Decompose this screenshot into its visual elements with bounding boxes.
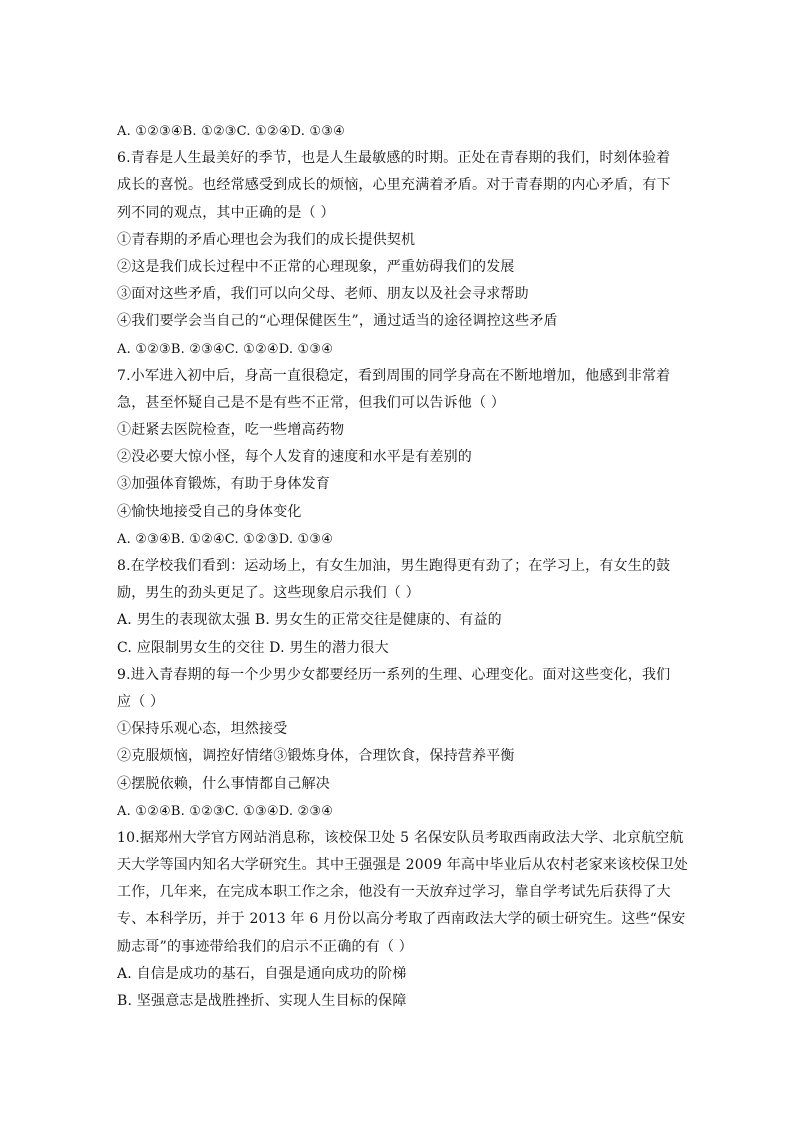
statement-item: ④愉快地接受自己的身体变化	[117, 503, 302, 520]
question-stem: 励志哥”的事迹带给我们的启示不正确的有（ ）	[117, 938, 414, 955]
statement-item: ①保持乐观心态，坦然接受	[117, 721, 288, 738]
answer-options: A. ①②④B. ①②③C. ①③④D. ②③④	[117, 803, 334, 819]
question-stem: 天大学等国内知名大学研究生。其中王强强是 2009 年高中毕业后从农村老家来该校保卫处	[117, 857, 689, 874]
statement-item: ①赶紧去医院检查，吃一些增高药物	[117, 422, 345, 439]
question-stem: 急，甚至怀疑自己是不是有些不正常，但我们可以告诉他（ ）	[117, 394, 506, 411]
answer-option: A. 自信是成功的基石，自强是通向成功的阶梯	[117, 965, 407, 982]
statement-item: ①青春期的矛盾心理也会为我们的成长提供契机	[117, 231, 416, 248]
question-stem: 8.在学校我们看到：运动场上，有女生加油，男生跑得更有劲了；在学习上，有女生的鼓	[117, 558, 671, 574]
question-10	[117, 825, 689, 1015]
statement-item: ②这是我们成长过程中不正常的心理现象，严重妨碍我们的发展	[117, 258, 515, 275]
question-stem: 成长的喜悦。也经常感受到成长的烦恼，心里充满着矛盾。对于青春期的内心矛盾，有下	[117, 177, 671, 194]
question-stem: 应（ ）	[117, 693, 165, 710]
question-stem: 专、本科学历，并于 2013 年 6 月份以高分考取了西南政法大学的硕士研究生。这些“保安	[117, 911, 686, 928]
question-stem: 工作，几年来，在完成本职工作之余，他没有一天放弃过学习，靠自学考试先后获得了大	[117, 884, 671, 901]
answer-option: C. 应限制男女生的交往 D. 男生的潜力很大	[117, 639, 389, 656]
exam-page	[117, 118, 689, 1015]
question-stem: 6.青春是人生最美好的季节，也是人生最敏感的时期。正处在青春期的我们，时刻体验着	[117, 150, 671, 167]
statement-item: ③加强体育锻炼，有助于身体发育	[117, 476, 330, 493]
question-stem: 励，男生的劲头更足了。这些现象启示我们（ ）	[117, 585, 420, 602]
question-stem: 9.进入青春期的每一个少男少女都要经历一系列的生理、心理变化。面对这些变化，我们	[117, 666, 671, 683]
statement-item: ④摆脱依赖，什么事情都自己解决	[117, 775, 330, 792]
question-stem: 列不同的观点，其中正确的是（ ）	[117, 204, 335, 221]
answer-option: A. 男生的表现欲太强 B. 男女生的正常交往是健康的、有益的	[117, 612, 502, 629]
statement-item: ③面对这些矛盾，我们可以向父母、老师、朋友以及社会寻求帮助	[117, 286, 529, 303]
statement-item: ②没必要大惊小怪，每个人发育的速度和水平是有差别的	[117, 449, 472, 466]
answer-options: A. ①②③B. ②③④C. ①②④D. ①③④	[117, 341, 334, 357]
statement-item: ②克服烦恼，调控好情绪③锻炼身体，合理饮食，保持营养平衡	[117, 748, 515, 765]
statement-item: ④我们要学会当自己的“心理保健医生”，通过适当的途径调控这些矛盾	[117, 313, 558, 330]
question-stem: 7.小军进入初中后，身高一直很稳定，看到周围的同学身高在不断地增加，他感到非常着	[117, 367, 671, 384]
question-8	[117, 553, 682, 662]
question-9	[117, 662, 682, 825]
prev-answer-options: A. ①②③④B. ①②③C. ①②④D. ①③④	[117, 124, 345, 139]
answer-options: A. ②③④B. ①②④C. ①②③D. ①③④	[117, 531, 334, 547]
answer-option: B. 坚强意志是战胜挫折、实现人生目标的保障	[117, 993, 407, 1009]
question-6	[117, 145, 682, 363]
question-7	[117, 363, 682, 553]
question-stem: 10.据郑州大学官方网站消息称，该校保卫处 5 名保安队员考取西南政法大学、北京航空航	[117, 829, 684, 846]
